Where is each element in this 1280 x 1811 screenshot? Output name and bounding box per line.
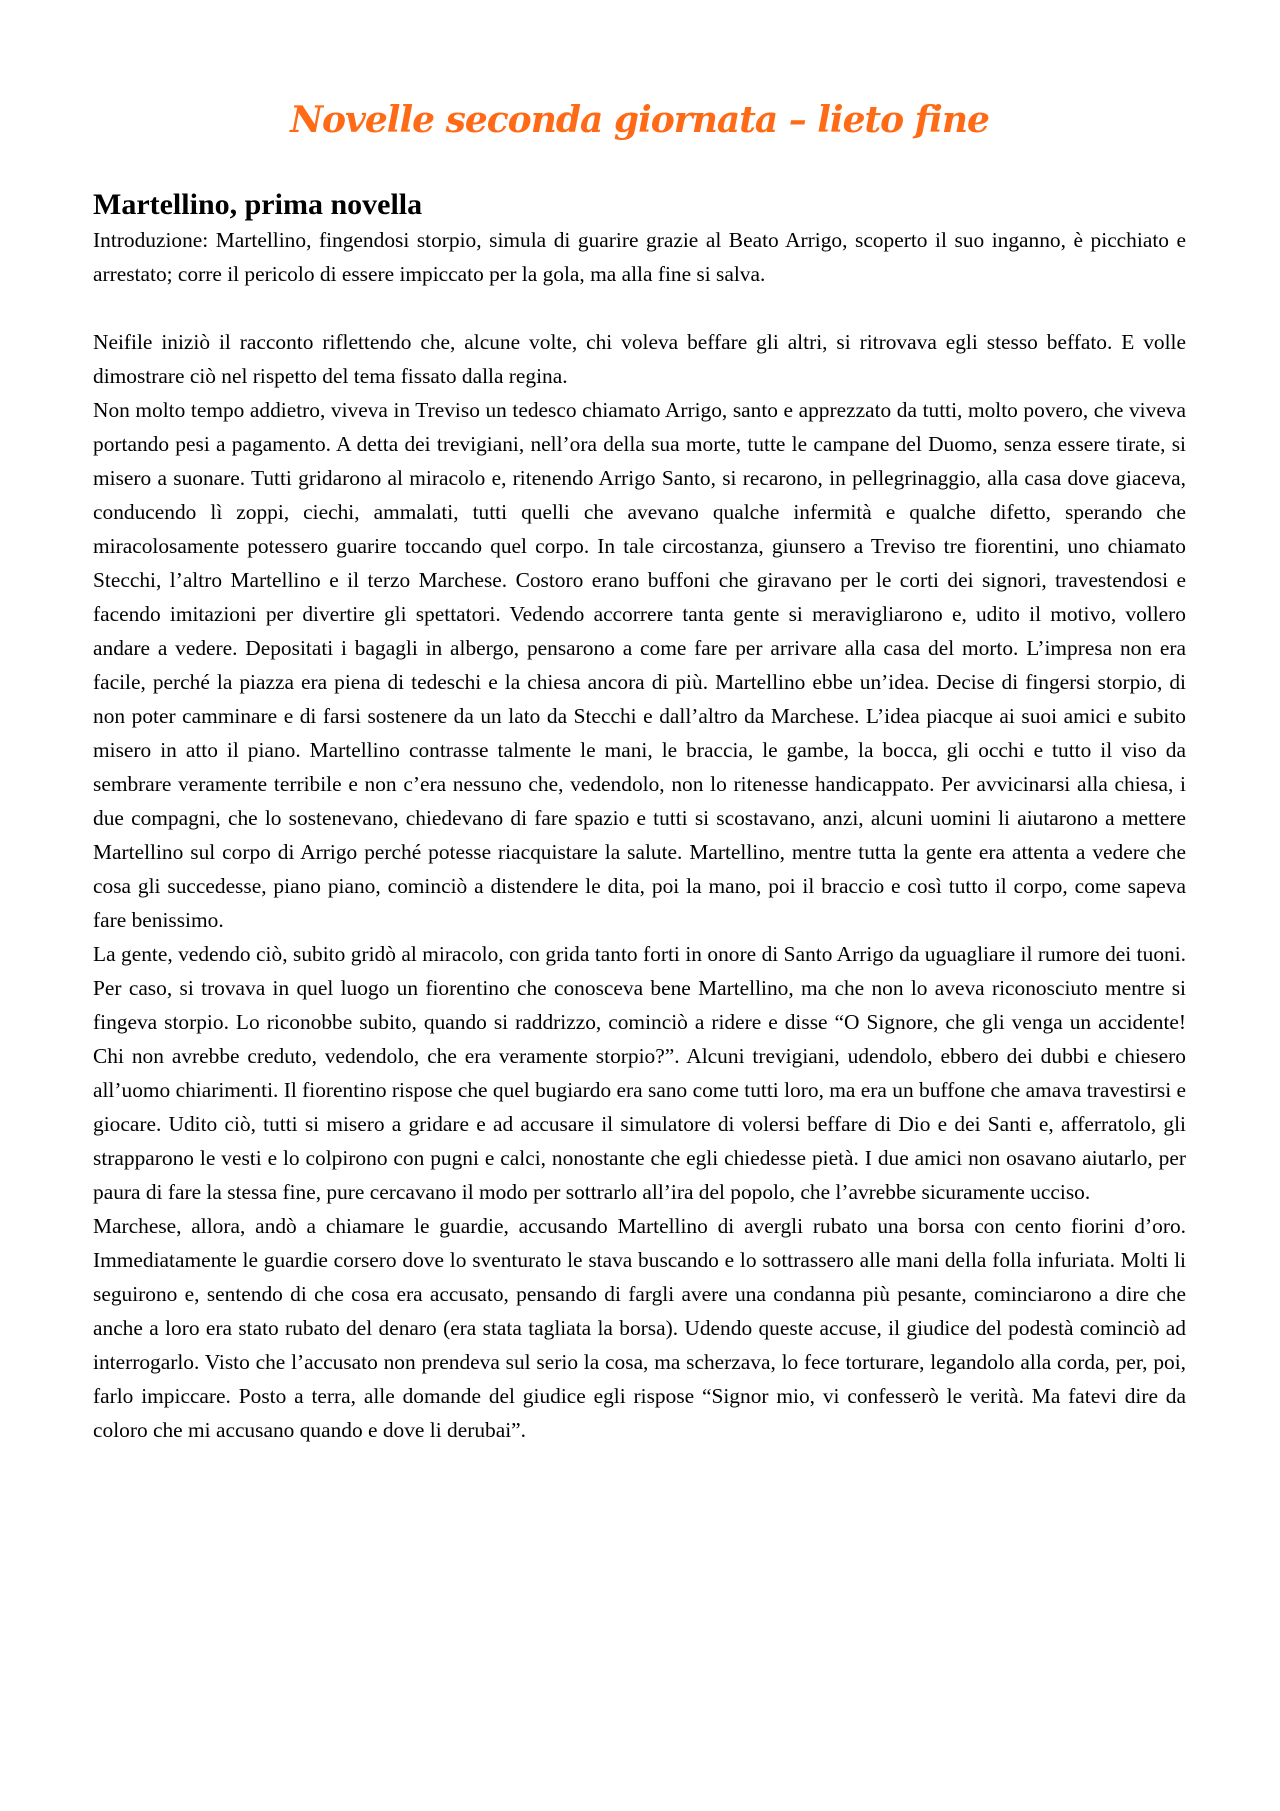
document-title: Novelle seconda giornata – lieto fine (290, 99, 989, 141)
section-heading: Martellino, prima novella (93, 188, 423, 221)
intro-paragraph: Introduzione: Martellino, fingendosi storpio, simula di guarire grazie al Beato Arrigo, scoperto il suo inganno, è picchiato e arrestato; corre il pericolo di essere impiccato per la gola, ma alla fine si salva. (93, 228, 1186, 286)
body-paragraph-1: Neifile iniziò il racconto riflettendo che, alcune volte, chi voleva beffare gli altri, si ritrovava egli stesso beffato. E volle dimostrare ciò nel rispetto del tema fissato dalla regina. (93, 330, 1186, 388)
paragraph-spacer (93, 291, 1186, 325)
body-paragraph-3: La gente, vedendo ciò, subito gridò al miracolo, con grida tanto forti in onore di Santo Arrigo da uguagliare il rumore dei tuoni. Per caso, si trovava in quel luogo un fiorentino che conosceva bene Martellino, ma che non lo aveva riconosciuto mentre si fingeva storpio. Lo riconobbe subito, quando si raddrizzo, cominciò a ridere e disse “O Signore, che gli venga un accidente! Chi non avrebbe creduto, vedendolo, che era veramente storpio?”. Alcuni trevigiani, udendolo, ebbero dei dubbi e chiesero all’uomo chiarimenti. Il fiorentino rispose che quel bugiardo era sano come tutti loro, ma era un buffone che amava travestirsi e giocare. Udito ciò, tutti si misero a gridare e ad accusare il simulatore di volersi beffare di Dio e dei Santi e, afferratolo, gli strapparono le vesti e lo colpirono con pugni e calci, nonostante che egli chiedesse pietà. I due amici non osavano aiutarlo, per paura di fare la stessa fine, pure cercavano il modo per sottrarlo all’ira del popolo, che l’avrebbe sicuramente ucciso. (93, 942, 1186, 1204)
body-paragraph-4: Marchese, allora, andò a chiamare le guardie, accusando Martellino di avergli rubato una borsa con cento fiorini d’oro. Immediatamente le guardie corsero dove lo sventurato le stava buscando e lo sottrassero alle mani della folla infuriata. Molti li seguirono e, sentendo di che cosa era accusato, pensando di fargli avere una condanna più pesante, cominciarono a dire che anche a loro era stato rubato del denaro (era stata tagliata la borsa). Udendo queste accuse, il giudice del podestà cominciò ad interrogarlo. Visto che l’accusato non prendeva sul serio la cosa, ma scherzava, lo fece torturare, legandolo alla corda, per, poi, farlo impiccare. Posto a terra, alle domande del giudice egli rispose “Signor mio, vi confesserò le verità. Ma fatevi dire da coloro che mi accusano quando e dove li derubai”. (93, 1214, 1186, 1442)
body-paragraph-2: Non molto tempo addietro, viveva in Treviso un tedesco chiamato Arrigo, santo e apprezzato da tutti, molto povero, che viveva portando pesi a pagamento. A detta dei trevigiani, nell’ora della sua morte, tutte le campane del Duomo, senza essere tirate, si misero a suonare. Tutti gridarono al miracolo e, ritenendo Arrigo Santo, si recarono, in pellegrinaggio, alla casa dove giaceva, conducendo lì zoppi, ciechi, ammalati, tutti quelli che avevano qualche infermità e qualche difetto, sperando che miracolosamente potessero guarire toccando quel corpo. In tale circostanza, giunsero a Treviso tre fiorentini, uno chiamato Stecchi, l’altro Martellino e il terzo Marchese. Costoro erano buffoni che giravano per le corti dei signori, travestendosi e facendo imitazioni per divertire gli spettatori. Vedendo accorrere tanta gente si meravigliarono e, udito il motivo, vollero andare a vedere. Depositati i bagagli in albergo, pensarono a come fare per arrivare alla casa del morto. L’impresa non era facile, perché la piazza era piena di tedeschi e la chiesa ancora di più. Martellino ebbe un’idea. Decise di fingersi storpio, di non poter camminare e di farsi sostenere da un lato da Stecchi e dall’altro da Marchese. L’idea piacque ai suoi amici e subito misero in atto il piano. Martellino contrasse talmente le mani, le braccia, le gambe, la bocca, gli occhi e tutto il viso da sembrare veramente terribile e non c’era nessuno che, vedendolo, non lo ritenesse handicappato. Per avvicinarsi alla chiesa, i due compagni, che lo sostenevano, chiedevano di fare spazio e tutti si scostavano, anzi, alcuni uomini li aiutarono a mettere Martellino sul corpo di Arrigo perché potesse riacquistare la salute. Martellino, mentre tutta la gente era attenta a vedere che cosa gli succedesse, piano piano, cominciò a distendere le dita, poi la mano, poi il braccio e così tutto il corpo, come sapeva fare benissimo. (93, 398, 1186, 932)
